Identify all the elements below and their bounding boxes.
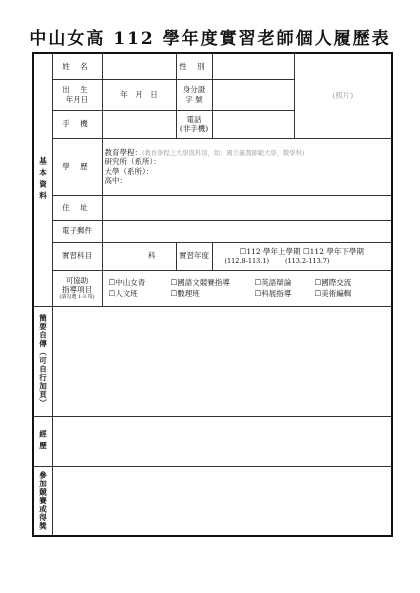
assist-note: (請勾選 1-3 項) [59,294,95,301]
gender-field[interactable] [212,53,294,79]
assist-option-zhongshan-youth[interactable]: ☐中山女青 [108,278,146,288]
term2-checkbox[interactable]: ☐112 學年下學期 [302,247,364,257]
edu-graduate-label: 研究所（系所）： [104,157,161,167]
subject-field[interactable] [102,242,176,270]
id-label: 身分證 字 號 [176,79,212,110]
edu-school-hint: (教育學程之大學與科別，如：國立臺灣師範大學，數學科) [142,149,305,157]
gender-label: 性 別 [176,53,212,79]
name-label: 姓 名 [52,53,102,79]
phone-field[interactable] [212,110,294,138]
phone-label: 電話 (非手機) [176,110,212,138]
assist-option-science-fair[interactable]: ☐科展指導 [254,288,292,298]
section-autobiography: 簡要自傳（可自行加頁） [33,306,52,416]
term-options [212,242,392,270]
education-field[interactable] [102,138,392,195]
birth-field[interactable]: 年 月 日 [102,79,176,110]
awards-field[interactable] [52,466,392,536]
section-basic-info: 基本資料 [33,53,52,306]
resume-form [32,52,393,537]
term1-checkbox[interactable]: ☐112 學年上學期 [239,247,301,257]
assist-option-intl-exchange[interactable]: ☐國際交流 [314,278,352,288]
address-label: 住 址 [52,195,102,220]
section-awards: 參加競賽或得獎 [33,466,52,536]
term2-code: (113.2-113.7) [284,256,330,265]
assist-option-chinese-contest[interactable]: ☐國語文競賽指導 [170,278,230,288]
edu-school-label: 教育學程： [104,147,142,157]
photo-placeholder: (照片) [332,91,354,101]
subject-unit: 科 [148,251,156,261]
assist-option-english-debate[interactable]: ☐英語辯論 [254,278,292,288]
edu-university-label: 大學（系所）： [104,166,154,176]
photo-box[interactable] [294,53,392,138]
edu-highschool-label: 高中： [104,176,127,186]
section-experience: 經歷 [33,416,52,466]
experience-field[interactable] [52,416,392,466]
birth-label: 出 生 年月日 [52,79,102,110]
mobile-field[interactable] [102,110,176,138]
subject-label: 實習科目 [52,242,102,270]
page-title: 中山女高 112 學年度實習老師個人履歷表 [29,29,391,49]
assist-option-science-class[interactable]: ☐數理班 [170,288,200,298]
address-field[interactable] [102,195,392,220]
assist-option-humanities-class[interactable]: ☐人文班 [108,288,138,298]
education-label: 學 歷 [52,138,102,195]
year-label: 實習年度 [176,242,212,270]
assist-options [102,270,392,306]
mobile-label: 手 機 [52,110,102,138]
name-field[interactable] [102,53,176,79]
email-label: 電子郵件 [52,220,102,242]
email-field[interactable] [102,220,392,242]
assist-option-art-editing[interactable]: ☐美術編輯 [314,288,352,298]
id-field[interactable] [212,79,294,110]
assist-label: 可協助 指導項目 (請勾選 1-3 項) [52,270,102,306]
autobiography-field[interactable] [52,306,392,416]
term1-code: (112.8-113.1) [224,256,269,265]
